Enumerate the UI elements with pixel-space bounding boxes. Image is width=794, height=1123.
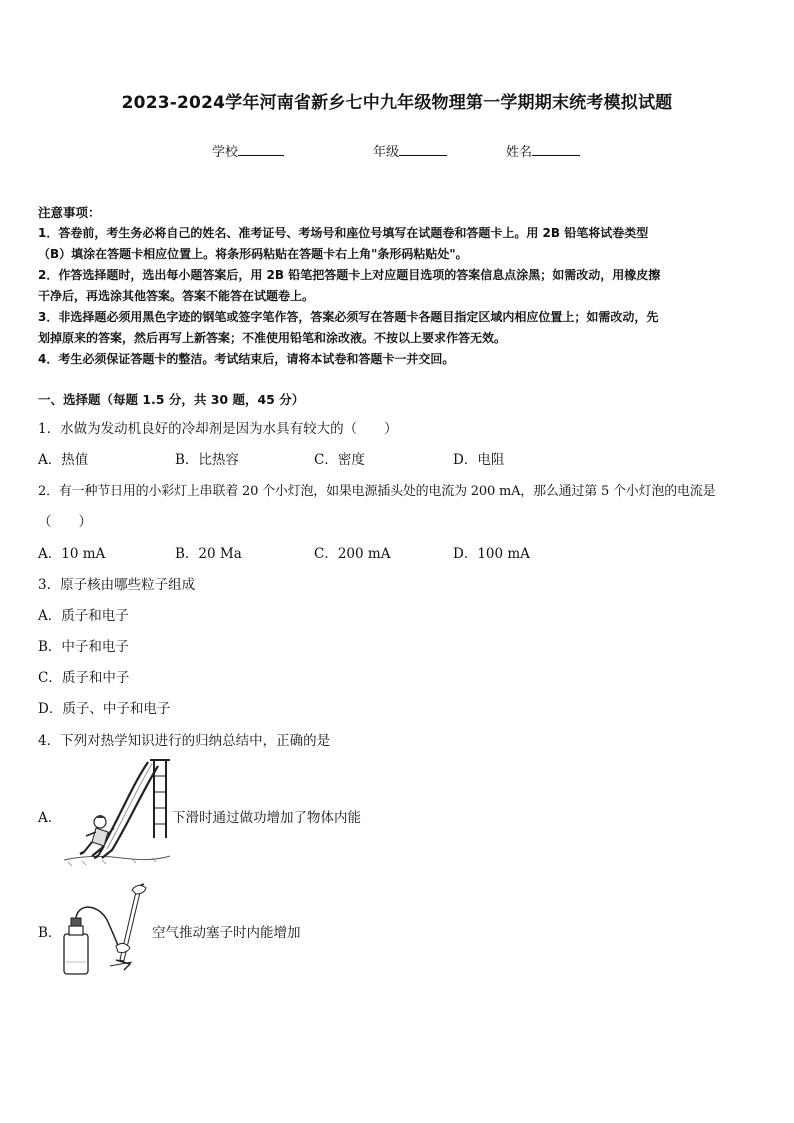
page-title: 2023-2024学年河南省新乡七中九年级物理第一学期期末统考模拟试题 xyxy=(121,93,673,113)
question-3-option-d: D．质子、中子和电子 xyxy=(38,701,171,717)
question-4-option-b-text: 空气推动塞子时内能增加 xyxy=(152,925,301,941)
bottle-pump-icon xyxy=(60,882,156,978)
question-4-option-a-text: 下滑时通过做功增加了物体内能 xyxy=(172,810,361,826)
notice-line: 2．作答选择题时，选出每小题答案后，用 2B 铅笔把答题卡上对应题目选项的答案信息点涂黑；如需改动，用橡皮擦 xyxy=(38,268,661,282)
notice-line: 1．答卷前，考生务必将自己的姓名、准考证号、考场号和座位号填写在试题卷和答题卡上。用 2B 铅笔将试卷类型 xyxy=(38,226,649,240)
slide-icon xyxy=(62,756,172,872)
grade-field xyxy=(373,141,447,160)
question-3-option-c: C．质子和中子 xyxy=(38,670,130,686)
school-blank xyxy=(238,143,284,156)
question-2-stem-cont: （ ） xyxy=(38,514,92,530)
notice-line: 3．非选择题必须用黑色字迹的钢笔或签字笔作答，答案必须写在答题卡各题目指定区域内相应位置上；如需改动，先 xyxy=(38,310,659,324)
question-3-stem: 3．原子核由哪些粒子组成 xyxy=(38,577,196,593)
question-1-option-c: C．密度 xyxy=(314,452,365,468)
notice-line: 划掉原来的答案，然后再写上新答案；不准使用铅笔和涂改液。不按以上要求作答无效。 xyxy=(38,331,507,345)
question-2-stem: 2．有一种节日用的小彩灯上串联着 20 个小灯泡，如果电源插头处的电流为 200 mA，那么通过第 5 个小灯泡的电流是 xyxy=(38,484,716,499)
grade-blank xyxy=(399,143,447,156)
question-1-stem: 1．水做为发动机良好的冷却剂是因为水具有较大的（ ） xyxy=(38,421,398,437)
question-4-stem: 4．下列对热学知识进行的归纳总结中，正确的是 xyxy=(38,733,331,749)
question-1-option-a: A．热值 xyxy=(38,452,89,468)
question-2-option-c: C．200 mA xyxy=(314,546,391,562)
question-4-option-b-label: B． xyxy=(38,925,62,941)
bottle-pump-illustration xyxy=(60,882,156,978)
question-2-option-b: B．20 Ma xyxy=(175,546,242,562)
grade-label: 年级 xyxy=(373,145,400,160)
notice-line: 4．考生必须保证答题卡的整洁。考试结束后，请将本试卷和答题卡一并交回。 xyxy=(38,352,455,366)
question-1-option-b: B．比热容 xyxy=(175,452,239,468)
name-label: 姓名 xyxy=(506,145,533,160)
question-2-option-d: D．100 mA xyxy=(453,546,530,562)
school-label: 学校 xyxy=(212,145,239,160)
notice-line: （B）填涂在答题卡相应位置上。将条形码粘贴在答题卡右上角"条形码粘贴处"。 xyxy=(38,247,468,261)
slide-illustration xyxy=(62,756,172,872)
notice-line: 干净后，再选涂其他答案。答案不能答在试题卷上。 xyxy=(38,289,315,303)
question-4-option-a-label: A． xyxy=(38,810,62,826)
question-2-option-a: A．10 mA xyxy=(38,546,106,562)
notice-heading: 注意事项： xyxy=(38,205,101,220)
question-3-option-b: B．中子和电子 xyxy=(38,639,129,655)
question-3-option-a: A．质子和电子 xyxy=(38,608,129,624)
section-heading: 一、选择题（每题 1.5 分，共 30 题，45 分） xyxy=(38,392,305,407)
school-field xyxy=(212,141,284,160)
question-1-option-d: D．电阻 xyxy=(453,452,505,468)
name-field xyxy=(506,141,580,160)
name-blank xyxy=(532,143,580,156)
